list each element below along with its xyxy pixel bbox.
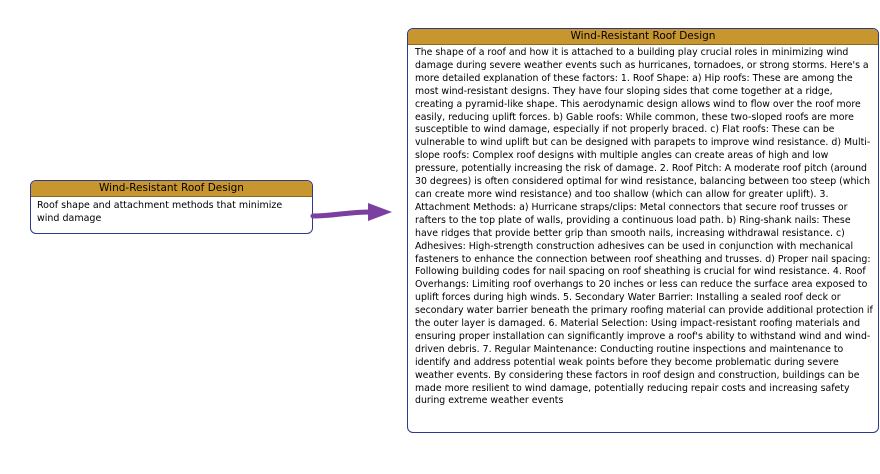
source-node-title: Wind-Resistant Roof Design	[31, 181, 312, 197]
source-node-text: Roof shape and attachment methods that minimize wind damage	[37, 200, 283, 224]
connector-line	[313, 212, 372, 216]
arrowhead-icon	[368, 203, 392, 221]
target-node[interactable]	[407, 28, 879, 433]
target-node-title: Wind-Resistant Roof Design	[408, 29, 878, 45]
target-node-text: The shape of a roof and how it is attached to a building play crucial roles in minimizing wind damage during severe weather events such as hurricanes, tornadoes, or strong storms. Here's a more detailed explanation of these factors: 1. Roof Shape: a) Hip roofs: These are among the most wind-resistant designs. They have four sloping sides that come together at a ridge, creating a pyramid-like shape. This aerodynamic design allows wind to flow over the roof more easily, reducing uplift forces. b) Gable roofs: While common, these two-sloped roofs are more susceptible to wind damage, especially if not properly braced. c) Flat roofs: These can be vulnerable to wind uplift but can be designed with parapets to improve wind resistance. d) Multi-slope roofs: Complex roof designs with multiple angles can create areas of high and low pressure, potentially increasing the risk of damage. 2. Roof Pitch: A moderate roof pitch (around 30 degrees) is often considered optimal for wind resistance, balancing between too steep (which can create more wind resistance) and too shallow (which can allow for greater uplift). 3. Attachment Methods: a) Hurricane straps/clips: Metal connectors that secure roof trusses or rafters to the top plate of walls, providing a continuous load path. b) Ring-shank nails: These have ridges that provide better grip than smooth nails, increasing withdrawal resistance. c) Adhesives: High-strength construction adhesives can be used in conjunction with mechanical fasteners to enhance the connection between roof sheathing and trusses. d) Proper nail spacing: Following building codes for nail spacing on roof sheathing is crucial for wind resistance. 4. Roof Overhangs: Limiting roof overhangs to 20 inches or less can reduce the surface area exposed to uplift forces during high winds. 5. Secondary Water Barrier: Installing a sealed roof deck or secondary water barrier beneath the primary roofing material can provide additional protection if the outer layer is damaged. 6. Material Selection: Using impact-resistant roofing materials and ensuring proper installation can significantly improve a roof's ability to withstand wind and wind-driven debris. 7. Regular Maintenance: Conducting routine inspections and maintenance to identify and address potential weak points before they become problematic during severe weather events. By considering these factors in roof design and construction, buildings can be made more resilient to wind damage, potentially reducing repair costs and increasing safety during extreme weather events	[415, 47, 873, 407]
